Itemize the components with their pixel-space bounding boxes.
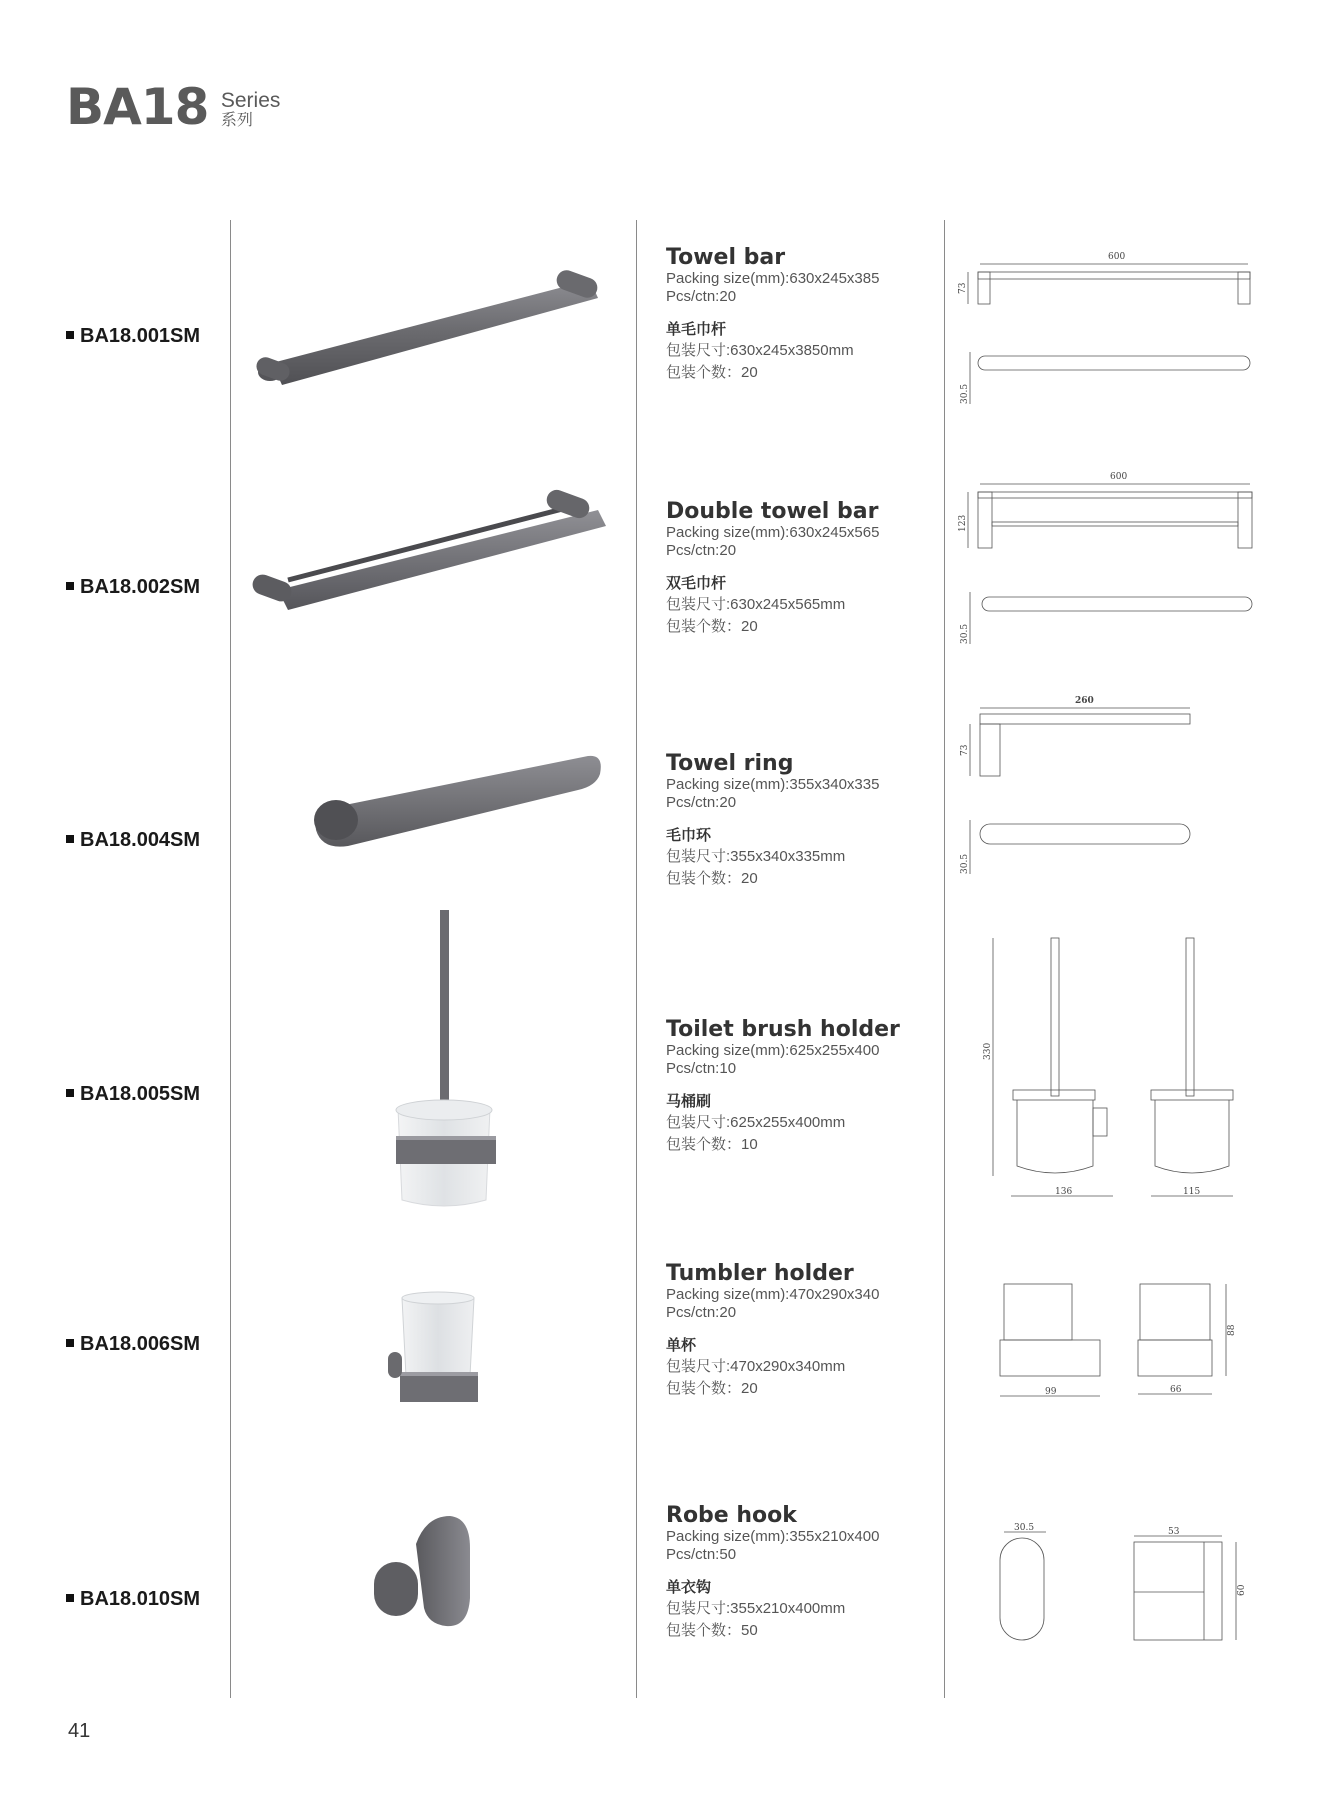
svg-text:30.5: 30.5 — [960, 623, 970, 644]
packing-size: Packing size(mm):625x255x400 — [666, 1042, 880, 1059]
pcs-per-carton: Pcs/ctn:10 — [666, 1060, 737, 1077]
product-code: BA18.006SM — [66, 1333, 200, 1356]
packing-size-cn: 包装尺寸:355x210x400mm — [666, 1600, 846, 1617]
packing-size: Packing size(mm):470x290x340 — [666, 1286, 880, 1303]
svg-text:600: 600 — [1110, 472, 1128, 482]
series-label-en: Series — [220, 89, 281, 112]
svg-text:30.5: 30.5 — [960, 383, 970, 404]
packing-size-cn: 包装尺寸:630x245x565mm — [666, 596, 846, 613]
svg-text:123: 123 — [958, 514, 968, 532]
series-header — [66, 78, 280, 136]
product-code: BA18.010SM — [66, 1588, 200, 1611]
product-code: BA18.002SM — [66, 576, 200, 599]
svg-text:73: 73 — [960, 744, 970, 756]
product-code: BA18.004SM — [66, 829, 200, 852]
product-info — [666, 500, 879, 638]
bullet-square-icon — [66, 1339, 74, 1347]
product-title-cn: 马桶刷 — [666, 1093, 712, 1110]
towel-bar-drawing — [960, 244, 1270, 414]
product-title: Robe hook — [666, 1503, 797, 1528]
svg-text:73: 73 — [958, 282, 968, 294]
toilet-brush-holder-photo — [386, 910, 506, 1220]
packing-size: Packing size(mm):355x340x335 — [666, 776, 880, 793]
column-divider-1 — [230, 220, 231, 1698]
product-title-cn: 毛巾环 — [666, 827, 712, 844]
product-title-cn: 单毛巾杆 — [666, 321, 727, 338]
tumbler-holder-drawing — [990, 1272, 1260, 1412]
product-code: BA18.005SM — [66, 1083, 200, 1106]
packing-size-cn: 包装尺寸:470x290x340mm — [666, 1358, 846, 1375]
svg-text:600: 600 — [1108, 252, 1126, 262]
packing-size-cn: 包装尺寸:630x245x3850mm — [666, 342, 854, 359]
product-code: BA18.001SM — [66, 325, 200, 348]
packing-size-cn: 包装尺寸:625x255x400mm — [666, 1114, 846, 1131]
svg-text:30.5: 30.5 — [960, 853, 970, 874]
svg-text:136: 136 — [1055, 1187, 1073, 1197]
double-towel-bar-photo — [248, 480, 618, 630]
pcs-per-carton-cn: 包装个数：20 — [666, 364, 758, 381]
svg-text:88: 88 — [1227, 1324, 1237, 1336]
pcs-per-carton: Pcs/ctn:20 — [666, 542, 737, 559]
svg-text:53: 53 — [1168, 1527, 1180, 1537]
pcs-per-carton-cn: 包装个数：20 — [666, 618, 758, 635]
pcs-per-carton-cn: 包装个数：50 — [666, 1622, 758, 1639]
bullet-square-icon — [66, 1089, 74, 1097]
toilet-brush-holder-drawing — [975, 930, 1245, 1210]
svg-text:66: 66 — [1170, 1385, 1182, 1395]
svg-text:30.5: 30.5 — [1014, 1523, 1035, 1533]
svg-text:99: 99 — [1045, 1387, 1057, 1397]
series-label — [221, 90, 281, 130]
packing-size: Packing size(mm):630x245x565 — [666, 524, 880, 541]
product-title-cn: 单衣钩 — [666, 1579, 712, 1596]
pcs-per-carton: Pcs/ctn:20 — [666, 1304, 737, 1321]
product-info — [666, 752, 879, 890]
column-divider-3 — [944, 220, 945, 1698]
series-code: BA18 — [66, 78, 209, 136]
product-title: Double towel bar — [666, 499, 879, 524]
bullet-square-icon — [66, 835, 74, 843]
towel-bar-photo — [250, 260, 610, 400]
bullet-square-icon — [66, 331, 74, 339]
svg-text:60: 60 — [1237, 1584, 1247, 1596]
product-title-cn: 单杯 — [666, 1337, 697, 1354]
product-info — [666, 1018, 900, 1156]
packing-size-cn: 包装尺寸:355x340x335mm — [666, 848, 846, 865]
double-towel-bar-drawing — [960, 466, 1270, 656]
pcs-per-carton-cn: 包装个数：20 — [666, 870, 758, 887]
svg-text:330: 330 — [983, 1042, 993, 1060]
towel-ring-photo — [308, 750, 608, 860]
towel-ring-drawing — [960, 688, 1210, 878]
tumbler-holder-photo — [386, 1286, 496, 1416]
packing-size: Packing size(mm):630x245x385 — [666, 270, 880, 287]
pcs-per-carton: Pcs/ctn:50 — [666, 1546, 737, 1563]
svg-text:260: 260 — [1075, 696, 1094, 706]
pcs-per-carton: Pcs/ctn:20 — [666, 794, 737, 811]
pcs-per-carton-cn: 包装个数：10 — [666, 1136, 758, 1153]
product-title: Towel bar — [666, 245, 786, 270]
bullet-square-icon — [66, 1594, 74, 1602]
product-title: Towel ring — [666, 751, 794, 776]
product-info — [666, 246, 879, 384]
product-info — [666, 1504, 879, 1642]
product-info — [666, 1262, 879, 1400]
bullet-square-icon — [66, 582, 74, 590]
product-title: Toilet brush holder — [666, 1017, 900, 1042]
pcs-per-carton-cn: 包装个数：20 — [666, 1380, 758, 1397]
pcs-per-carton: Pcs/ctn:20 — [666, 288, 737, 305]
robe-hook-photo — [366, 1508, 486, 1632]
series-label-cn: 系列 — [220, 112, 253, 129]
robe-hook-drawing — [990, 1520, 1260, 1650]
column-divider-2 — [636, 220, 637, 1698]
page-number: 41 — [68, 1720, 91, 1742]
product-title-cn: 双毛巾杆 — [666, 575, 727, 592]
packing-size: Packing size(mm):355x210x400 — [666, 1528, 880, 1545]
product-title: Tumbler holder — [666, 1261, 854, 1286]
svg-text:115: 115 — [1183, 1187, 1201, 1197]
